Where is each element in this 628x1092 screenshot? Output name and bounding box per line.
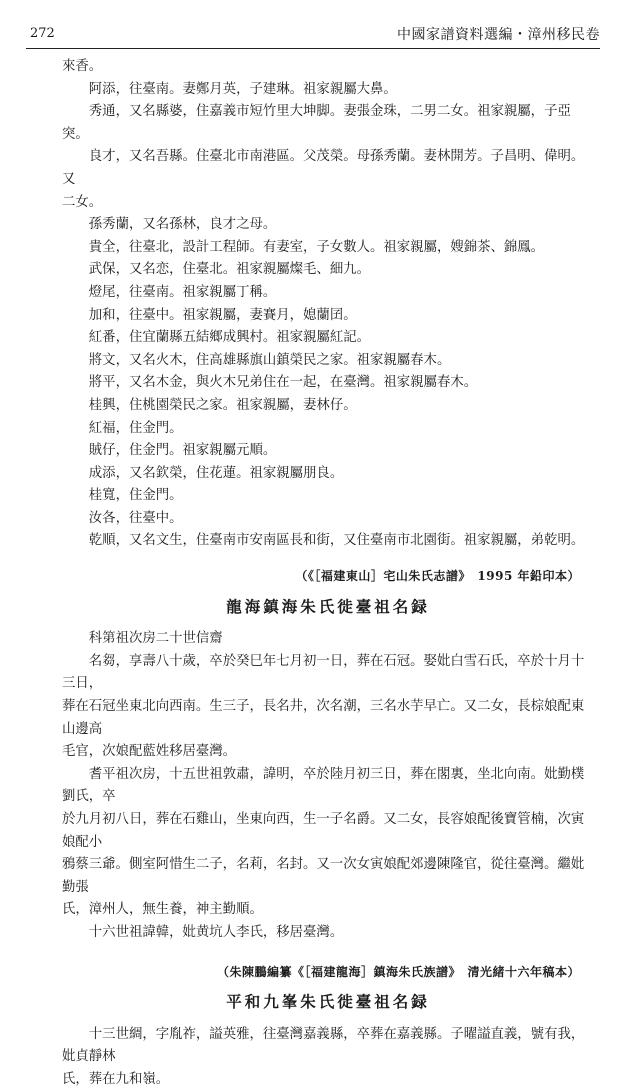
text-line: 加和，往臺中。祖家親屬，妻賽月，媳蘭囝。 bbox=[88, 307, 357, 323]
text-line: 將文，又名火木，住高雄縣旗山鎮榮民之家。祖家親屬春木。 bbox=[88, 352, 451, 368]
text-line: 秀通，又名縣婆，住嘉義市短竹里大坤脚。妻張金珠，二男二女。祖家親屬，子亞突。 bbox=[62, 104, 571, 142]
text-line: 紅福，住金門。 bbox=[88, 420, 183, 436]
text-line: 氏，葬在九和嶺。 bbox=[62, 1071, 170, 1087]
page-body bbox=[62, 56, 594, 1092]
text-line: 汝各，往臺中。 bbox=[88, 510, 183, 526]
text-line: 桂寬，住金門。 bbox=[88, 488, 183, 504]
section-title: 平和九峯朱氏徙臺祖名録 bbox=[226, 992, 430, 1012]
text-line: 科第祖次房二十世信齋 bbox=[88, 631, 223, 647]
text-line: 十三世綢，字胤祚，謚英雅，往臺灣嘉義縣，卒葬在嘉義縣。子曜謚直義，號有我，妣貞靜林 bbox=[62, 1026, 585, 1065]
text-line: 氏，漳州人，無生養，神主勤順。 bbox=[62, 902, 263, 918]
text-line: 鴉蔡三爺。側室阿惜生二子，名莉，名封。又一次女寅娘配郊邊陳隆官，從往臺灣。繼妣勤張 bbox=[62, 857, 585, 895]
text-line: 貴全，往臺北，設計工程師。有妻室，子女數人。祖家親屬，嫂錦茶、錦鳳。 bbox=[88, 239, 545, 255]
text-line: 賊仔，住金門。祖家親屬元順。 bbox=[88, 443, 277, 459]
text-line: 耆平祖次房，十五世祖敦肅，諱明，卒於陸月初三日，葬在閣裏，坐北向南。妣勤樸劉氏，卒 bbox=[62, 766, 585, 805]
text-line: 孫秀蘭，又名孫林，良才之母。 bbox=[88, 217, 277, 233]
text-line: 阿添，往臺南。妻鄭月英，子建琳。祖家親屬大鼻。 bbox=[88, 81, 397, 97]
text-line: 燈尾，往臺南。祖家親屬丁稱。 bbox=[88, 284, 277, 300]
page-number: 272 bbox=[30, 26, 55, 41]
text-line: 葬在石冠坐東北向西南。生三子，長名井，次名潮，三名水芋早亡。又二女，長棕娘配東山邊高 bbox=[62, 699, 585, 737]
text-line: 於九月初八日，葬在石雞山，坐東向西，生一子名爵。又二女，長容娘配後寶管楠，次寅娘配小 bbox=[62, 812, 585, 850]
text-line: 紅番，住宜蘭縣五結鄉成興村。祖家親屬紅記。 bbox=[88, 330, 370, 346]
text-line: 成添，又名欽榮，住花蓮。祖家親屬朋良。 bbox=[88, 465, 344, 481]
text-line: 名芻，享壽八十歲，卒於癸巳年七月初一日，葬在石冠。娶妣白雪石氏，卒於十月十三日， bbox=[62, 653, 585, 692]
text-line: 來香。 bbox=[62, 59, 103, 74]
source-citation: （朱陳鵬編纂《［福建龍海］鎮海朱氏族譜》 清光緒十六年稿本） bbox=[216, 964, 580, 979]
text-line: 桂興，住桃園榮民之家。祖家親屬，妻林仔。 bbox=[88, 397, 357, 413]
text-line: 二女。 bbox=[62, 194, 103, 210]
text-line: 乾順，又名文生，住臺南市安南區長和街，又住臺南市北園街。祖家親屬，弟乾明。 bbox=[88, 533, 585, 549]
text-line: 十六世祖諱韓，妣黄坑人李氏，移居臺灣。 bbox=[88, 924, 344, 940]
source-citation: （《［福建東山］宅山朱氏志譜》 1995 年鉛印本） bbox=[295, 569, 580, 584]
text-line: 良才，又名吾縣。住臺北市南港區。父茂榮。母孫秀蘭。妻林開芳。子昌明、偉明。又 bbox=[62, 149, 585, 187]
text-line: 將平，又名木金，與火木兄弟住在一起，在臺灣。祖家親屬春木。 bbox=[88, 375, 478, 391]
text-line: 毛官，次娘配藍姓移居臺灣。 bbox=[62, 744, 237, 760]
running-title: 中國家譜資料選編・漳州移民卷 bbox=[397, 27, 600, 43]
section-title: 龍海鎮海朱氏徙臺祖名録 bbox=[226, 596, 430, 616]
text-line: 武保，又名恋，住臺北。祖家親屬燦毛、細九。 bbox=[88, 262, 370, 278]
page-header bbox=[26, 20, 600, 49]
